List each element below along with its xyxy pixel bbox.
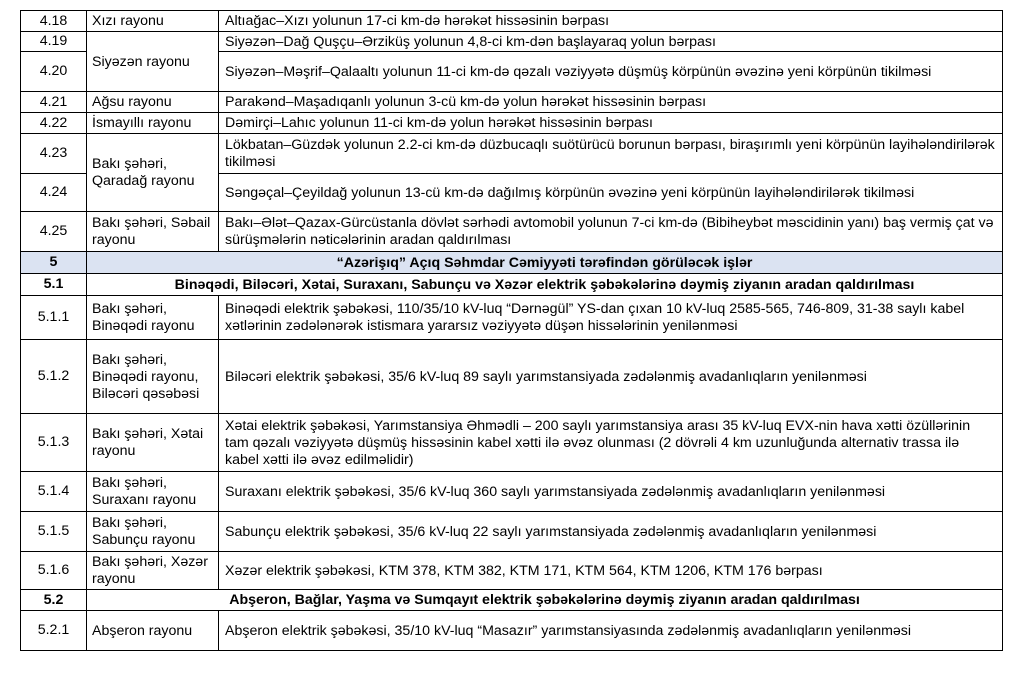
row-number: 5.1.2	[21, 340, 87, 414]
section-title: “Azərişıq” Açıq Səhmdar Cəmiyyəti tərəfindən görüləcək işlər	[87, 252, 1003, 274]
table-row	[21, 472, 1003, 512]
row-number: 5.1.5	[21, 512, 87, 552]
row-number: 5.1.3	[21, 414, 87, 472]
table-row	[21, 32, 1003, 52]
row-number: 5.1.6	[21, 552, 87, 590]
work-description: Abşeron elektrik şəbəkəsi, 35/10 kV-luq “Masazır” yarımstansiyasında zədələnmiş avadanlıqların yenilənməsi	[219, 611, 1003, 651]
table-row	[21, 134, 1003, 174]
work-description: Xətai elektrik şəbəkəsi, Yarımstansiya Əhmədli – 200 saylı yarımstansiya arası 35 kV-luq EVX-nin hava xətti özüllərinin tam qəzalı vəziyyətə düşmüş hissəsinin kabel xətti ilə əvəz olunması (2 dövrəli 4 km uzunluğunda alternativ trassa ilə kabel xətti ilə əvəz edilməlidir)	[219, 414, 1003, 472]
table-row	[21, 611, 1003, 651]
subsection-number: 5.1	[21, 274, 87, 296]
row-number: 4.24	[21, 174, 87, 212]
work-description: Parakənd–Maşadıqanlı yolunun 3-cü km-də yolun hərəkət hissəsinin bərpası	[219, 92, 1003, 113]
district-cell: Ağsu rayonu	[87, 92, 219, 113]
table-row	[21, 512, 1003, 552]
district-cell: Xızı rayonu	[87, 11, 219, 32]
work-description: Biləcəri elektrik şəbəkəsi, 35/6 kV-luq 89 saylı yarımstansiyada zədələnmiş avadanlıqların yenilənməsi	[219, 340, 1003, 414]
subsection-title: Binəqədi, Biləcəri, Xətai, Suraxanı, Sabunçu və Xəzər elektrik şəbəkələrinə dəymiş ziyanın aradan qaldırılması	[87, 274, 1003, 296]
section-number: 5	[21, 252, 87, 274]
work-description: Binəqədi elektrik şəbəkəsi, 110/35/10 kV-luq “Dərnəgül” YS-dan çıxan 10 kV-luq 2585-565, 746-809, 31-38 saylı kabel xətlərinin zədələnərək istismara yararsız vəziyyətə düşən hissələrinin yenilənməsi	[219, 296, 1003, 340]
subsection-header-row	[21, 590, 1003, 611]
row-number: 4.22	[21, 113, 87, 134]
work-description: Siyəzən–Məşrif–Qalaaltı yolunun 11-ci km-də qəzalı vəziyyətə düşmüş körpünün əvəzinə yeni körpünün tikilməsi	[219, 52, 1003, 92]
table-row	[21, 212, 1003, 252]
district-cell: Bakı şəhəri, Binəqədi rayonu, Biləcəri qəsəbəsi	[87, 340, 219, 414]
district-cell: Bakı şəhəri, Xətai rayonu	[87, 414, 219, 472]
district-cell: Bakı şəhəri, Sabunçu rayonu	[87, 512, 219, 552]
row-number: 4.20	[21, 52, 87, 92]
work-description: Xəzər elektrik şəbəkəsi, KTM 378, KTM 382, KTM 171, KTM 564, KTM 1206, KTM 176 bərpası	[219, 552, 1003, 590]
district-cell: Bakı şəhəri, Binəqədi rayonu	[87, 296, 219, 340]
table-row	[21, 552, 1003, 590]
table-row	[21, 11, 1003, 32]
table-row	[21, 414, 1003, 472]
subsection-title: Abşeron, Bağlar, Yaşma və Sumqayıt elektrik şəbəkələrinə dəymiş ziyanın aradan qaldırılması	[87, 590, 1003, 611]
table-row	[21, 296, 1003, 340]
row-number: 4.23	[21, 134, 87, 174]
section-header-row	[21, 252, 1003, 274]
work-description: Lökbatan–Güzdək yolunun 2.2-ci km-də düzbucaqlı suötürücü borunun bərpası, biraşırımlı yeni körpünün layihələndirilərək tikilməsi	[219, 134, 1003, 174]
work-description: Siyəzən–Dağ Quşçu–Ərziküş yolunun 4,8-ci km-dən başlayaraq yolun bərpası	[219, 32, 1003, 52]
work-description: Bakı–Ələt–Qazax-Gürcüstanla dövlət sərhədi avtomobil yolunun 7-ci km-də (Bibiheybət məscidinin yanı) baş vermiş çat və sürüşmələrin nəticələrinin aradan qaldırılması	[219, 212, 1003, 252]
row-number: 4.21	[21, 92, 87, 113]
subsection-header-row	[21, 274, 1003, 296]
district-cell: Siyəzən rayonu	[87, 32, 219, 92]
work-description: Səngəçal–Çeyildağ yolunun 13-cü km-də dağılmış körpünün əvəzinə yeni körpünün layihələndirilərək tikilməsi	[219, 174, 1003, 212]
table-row	[21, 113, 1003, 134]
subsection-number: 5.2	[21, 590, 87, 611]
row-number: 4.18	[21, 11, 87, 32]
row-number: 5.2.1	[21, 611, 87, 651]
row-number: 4.25	[21, 212, 87, 252]
row-number: 4.19	[21, 32, 87, 52]
row-number: 5.1.1	[21, 296, 87, 340]
work-description: Sabunçu elektrik şəbəkəsi, 35/6 kV-luq 22 saylı yarımstansiyada zədələnmiş avadanlıqların yenilənməsi	[219, 512, 1003, 552]
district-cell: Abşeron rayonu	[87, 611, 219, 651]
table-row	[21, 92, 1003, 113]
work-description: Suraxanı elektrik şəbəkəsi, 35/6 kV-luq 360 saylı yarımstansiyada zədələnmiş avadanlıqların yenilənməsi	[219, 472, 1003, 512]
table-row	[21, 340, 1003, 414]
district-cell: Bakı şəhəri, Səbail rayonu	[87, 212, 219, 252]
row-number: 5.1.4	[21, 472, 87, 512]
district-cell: Bakı şəhəri, Suraxanı rayonu	[87, 472, 219, 512]
works-table	[20, 10, 1003, 651]
district-cell: Bakı şəhəri, Xəzər rayonu	[87, 552, 219, 590]
district-cell: İsmayıllı rayonu	[87, 113, 219, 134]
work-description: Dəmirçi–Lahıc yolunun 11-ci km-də yolun hərəkət hissəsinin bərpası	[219, 113, 1003, 134]
district-cell: Bakı şəhəri, Qaradağ rayonu	[87, 134, 219, 212]
work-description: Altıağac–Xızı yolunun 17-ci km-də hərəkət hissəsinin bərpası	[219, 11, 1003, 32]
